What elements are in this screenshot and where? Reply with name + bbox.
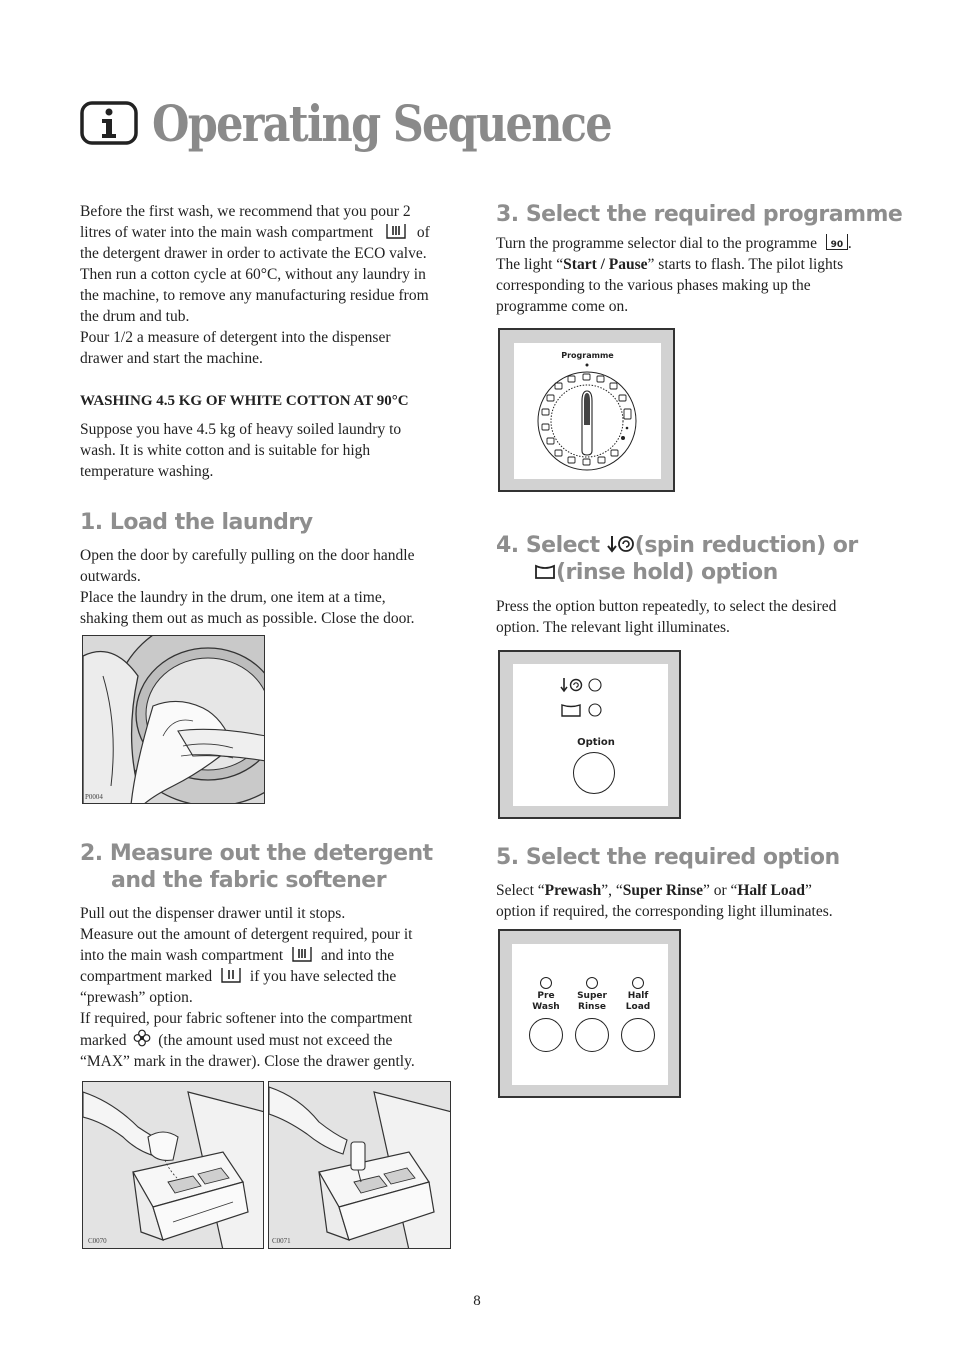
option-label: Option xyxy=(577,737,615,748)
step5-line: Select “Prewash”, “Super Rinse” or “Half Load” xyxy=(496,882,812,899)
step1-heading: 1. Load the laundry xyxy=(80,510,313,535)
step3-line: Turn the programme selector dial to the programme 90 . xyxy=(496,235,852,252)
step2-heading-line: 2. Measure out the detergent xyxy=(80,841,433,866)
super-rinse-label: Rinse xyxy=(578,1002,606,1012)
spin-reduction-icon xyxy=(561,678,582,691)
washing-heading: WASHING 4.5 KG OF WHITE COTTON AT 90°C xyxy=(80,393,409,409)
intro-line: the drum and tub. xyxy=(80,308,190,325)
prewash-compartment-icon xyxy=(220,967,242,983)
programme-90-icon: 90 xyxy=(826,234,848,250)
step2-line: into the main wash compartment and into the xyxy=(80,947,395,964)
rinse-hold-icon xyxy=(534,563,556,581)
step2-line: compartment marked if you have selected the xyxy=(80,968,397,985)
washing-line: wash. It is white cotton and is suitable for high xyxy=(80,442,371,459)
super-rinse-light xyxy=(586,977,598,989)
options-panel xyxy=(512,944,668,1085)
page-title xyxy=(80,88,686,158)
step2-line: “prewash” option. xyxy=(80,989,193,1006)
washing-line: Suppose you have 4.5 kg of heavy soiled laundry to xyxy=(80,421,402,438)
page-number: 8 xyxy=(473,1293,481,1309)
spin-reduction-light xyxy=(589,679,601,691)
step5-heading: 5. Select the required option xyxy=(496,845,840,870)
step4-heading-line: 4. Select (spin reduction) or xyxy=(496,533,858,558)
washing-text xyxy=(80,419,465,482)
step2-line: marked (the amount used must not exceed the xyxy=(80,1029,465,1051)
step3-line: programme come on. xyxy=(496,298,629,315)
step1-line: outwards. xyxy=(80,568,141,585)
step4-text xyxy=(496,596,881,638)
intro-line: litres of water into the main wash compartment of xyxy=(80,224,430,241)
softener-drawer-drawing xyxy=(269,1082,451,1249)
intro-line: drawer and start the machine. xyxy=(80,350,263,367)
step2-line: Pull out the dispenser drawer until it stops. xyxy=(80,905,346,922)
prewash-label: Wash xyxy=(532,1002,560,1012)
main-wash-compartment-icon xyxy=(291,946,313,962)
softener-illustration xyxy=(268,1081,451,1249)
super-rinse-control xyxy=(574,977,610,1052)
step4-heading-line: (rinse hold) option xyxy=(496,559,858,586)
step2-line: Measure out the amount of detergent required, pour it xyxy=(80,926,413,943)
step4-line: option. The relevant light illuminates. xyxy=(496,619,730,636)
programme-label: Programme xyxy=(561,351,614,360)
step4-heading xyxy=(496,532,858,586)
step3-line: corresponding to the various phases making up the xyxy=(496,277,811,294)
half-load-control xyxy=(620,977,656,1052)
intro-line: the detergent drawer in order to activate the ECO valve. xyxy=(80,245,427,262)
option-panel xyxy=(513,664,668,806)
step1-text xyxy=(80,545,465,629)
step5-line: option if required, the corresponding light illuminates. xyxy=(496,903,833,920)
step3-line: The light “Start / Pause” starts to flash. The pilot lights xyxy=(496,256,844,273)
step1-line: Open the door by carefully pulling on the door handle xyxy=(80,547,415,564)
spin-reduction-icon xyxy=(607,534,635,554)
prewash-label: Pre xyxy=(537,991,555,1001)
laundry-drum-drawing xyxy=(83,636,265,804)
step1-line: shaking them out as much as possible. Close the door. xyxy=(80,610,415,627)
option-button[interactable] xyxy=(573,752,615,794)
step5-text xyxy=(496,880,881,922)
half-load-light xyxy=(632,977,644,989)
programme-panel xyxy=(514,343,661,479)
prewash-control xyxy=(528,977,564,1052)
prewash-button[interactable] xyxy=(529,1018,563,1052)
step2-heading xyxy=(80,840,433,894)
half-load-label: Half xyxy=(627,991,649,1001)
prewash-light xyxy=(540,977,552,989)
option-panel-figure xyxy=(498,650,681,819)
step2-text xyxy=(80,903,465,1072)
detergent-drawer-drawing xyxy=(83,1082,264,1249)
intro-text xyxy=(80,201,465,369)
step2-heading-line: and the fabric softener xyxy=(111,868,387,893)
intro-line: Pour 1/2 a measure of detergent into the dispenser xyxy=(80,329,391,346)
intro-line: Before the first wash, we recommend that you pour 2 xyxy=(80,203,411,220)
washing-line: temperature washing. xyxy=(80,463,214,480)
programme-dial-figure xyxy=(498,328,675,492)
intro-line: the machine, to remove any manufacturing residue from xyxy=(80,287,429,304)
super-rinse-button[interactable] xyxy=(575,1018,609,1052)
programme-selector-dial[interactable] xyxy=(514,343,661,479)
figure-code: C0071 xyxy=(272,1237,291,1245)
step4-line: Press the option button repeatedly, to select the desired xyxy=(496,598,837,615)
info-icon xyxy=(80,101,138,145)
step2-line: “MAX” mark in the drawer). Close the drawer gently. xyxy=(80,1053,415,1070)
main-wash-compartment-icon xyxy=(385,223,407,239)
fabric-softener-flower-icon xyxy=(133,1029,151,1047)
super-rinse-label: Super xyxy=(577,991,607,1001)
step3-heading: 3. Select the required programme xyxy=(496,202,903,227)
load-laundry-illustration xyxy=(82,635,265,804)
rinse-hold-light xyxy=(589,704,601,716)
page-heading: Operating Sequence xyxy=(152,93,611,153)
rinse-hold-icon xyxy=(562,705,580,716)
step2-line: If required, pour fabric softener into the compartment xyxy=(80,1010,413,1027)
step1-line: Place the laundry in the drum, one item at a time, xyxy=(80,589,386,606)
figure-code: P0004 xyxy=(85,793,103,801)
detergent-illustration xyxy=(82,1081,264,1249)
figure-code: C0070 xyxy=(88,1237,107,1245)
intro-line: Then run a cotton cycle at 60°C, without any laundry in xyxy=(80,266,426,283)
half-load-button[interactable] xyxy=(621,1018,655,1052)
step3-text xyxy=(496,233,881,317)
options-panel-figure xyxy=(498,929,681,1098)
half-load-label: Load xyxy=(625,1002,651,1012)
